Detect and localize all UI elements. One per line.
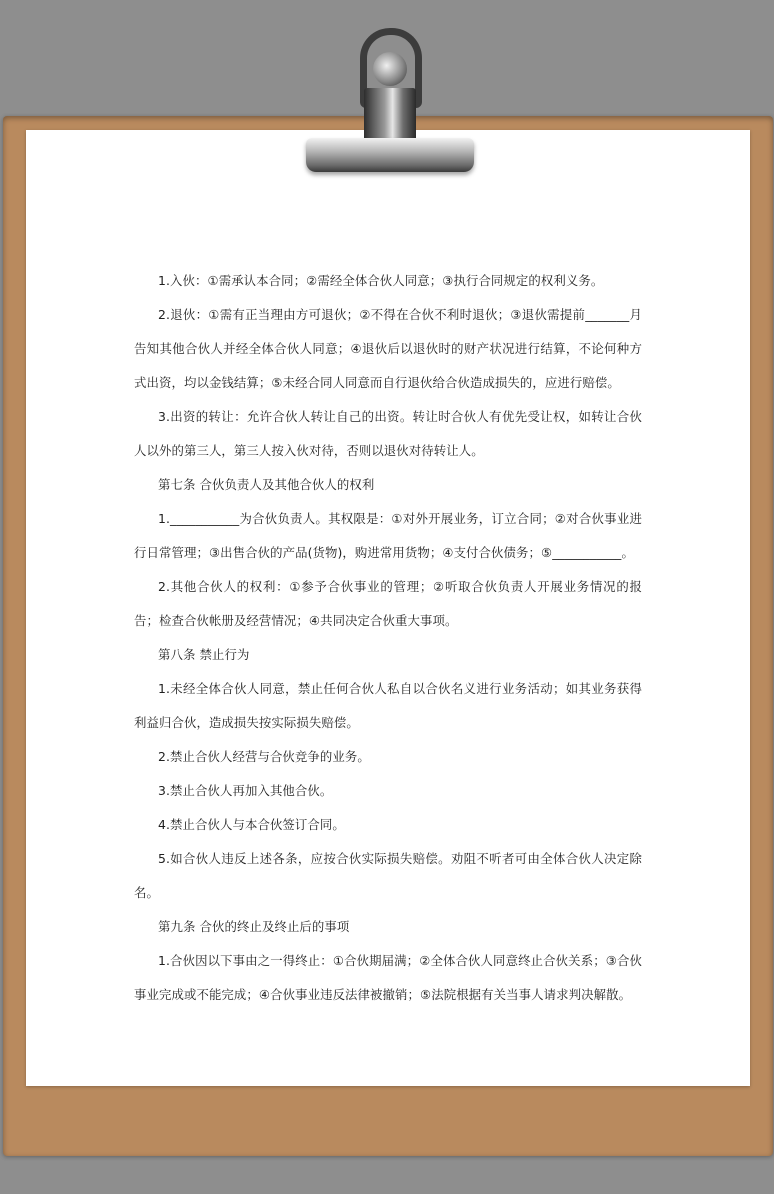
- paragraph: 3.禁止合伙人再加入其他合伙。: [158, 783, 333, 798]
- paragraph: 2.禁止合伙人经营与合伙竞争的业务。: [158, 749, 370, 764]
- paragraph: 1.___________为合伙负责人。其权限是：①对外开展业务，订立合同；②对合伙事业进行日常管理；③出售合伙的产品(货物)，购进常用货物；④支付合伙债务；⑤___________。: [134, 511, 642, 560]
- section-heading: 第八条 禁止行为: [158, 647, 250, 662]
- section-heading: 第九条 合伙的终止及终止后的事项: [158, 919, 350, 934]
- binder-clip-rivet-icon: [373, 52, 407, 86]
- paragraph: 3.出资的转让：允许合伙人转让自己的出资。转让时合伙人有优先受让权，如转让合伙人以外的第三人，第三人按入伙对待，否则以退伙对待转让人。: [134, 409, 642, 458]
- section-heading: 第七条 合伙负责人及其他合伙人的权利: [158, 477, 375, 492]
- paragraph: 5.如合伙人违反上述各条，应按合伙实际损失赔偿。劝阻不听者可由全体合伙人决定除名。: [134, 851, 642, 900]
- paragraph: 2.退伙：①需有正当理由方可退伙；②不得在合伙不利时退伙；③退伙需提前_______月告知其他合伙人并经全体合伙人同意；④退伙后以退伙时的财产状况进行结算，不论何种方式出资，均以金钱结算；⑤未经合同人同意而自行退伙给合伙造成损失的，应进行赔偿。: [134, 307, 642, 390]
- document-text: [134, 264, 642, 1012]
- paragraph: 1.入伙：①需承认本合同；②需经全体合伙人同意；③执行合同规定的权利义务。: [158, 273, 604, 288]
- binder-clip-plate: [306, 138, 474, 172]
- paragraph: 2.其他合伙人的权利：①参予合伙事业的管理；②听取合伙负责人开展业务情况的报告；检查合伙帐册及经营情况；④共同决定合伙重大事项。: [134, 579, 642, 628]
- paragraph: 1.未经全体合伙人同意，禁止任何合伙人私自以合伙名义进行业务活动；如其业务获得利益归合伙，造成损失按实际损失赔偿。: [134, 681, 642, 730]
- paragraph: 4.禁止合伙人与本合伙签订合同。: [158, 817, 345, 832]
- paragraph: 1.合伙因以下事由之一得终止：①合伙期届满；②全体合伙人同意终止合伙关系；③合伙事业完成或不能完成；④合伙事业违反法律被撤销；⑤法院根据有关当事人请求判决解散。: [134, 953, 642, 1002]
